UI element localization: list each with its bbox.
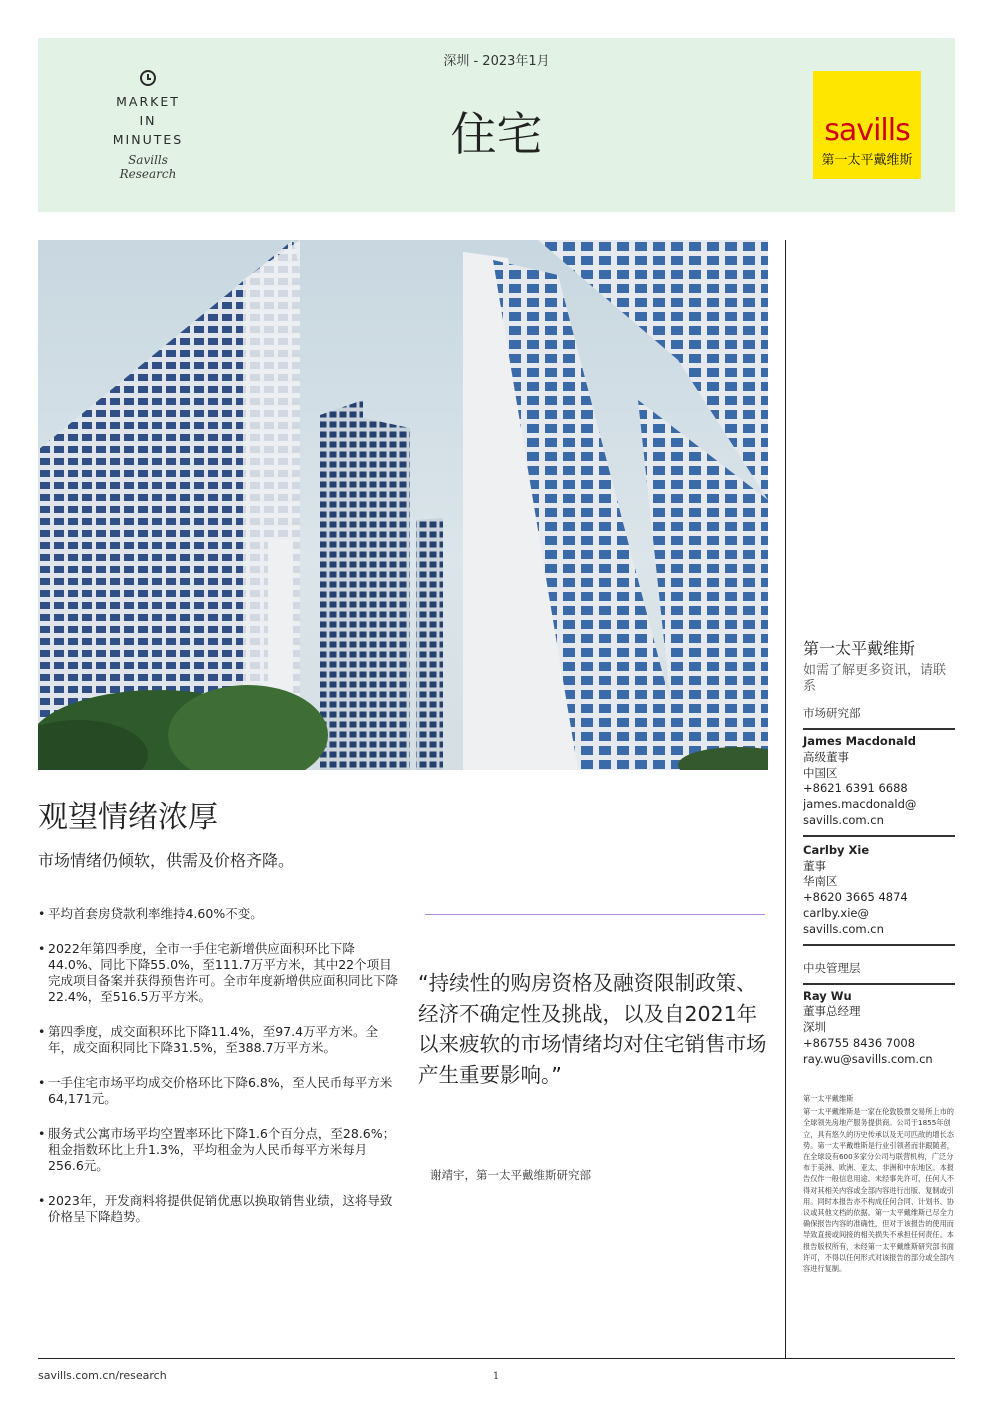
list-item: • 第四季度，成交面积环比下降11.4%，至97.4万平方米。全年，成交面积同比下降31.5%，至388.7万平方米。	[38, 1024, 398, 1056]
contact-email[interactable]: james.macdonald@	[803, 797, 917, 812]
contact-region: 中国区	[803, 765, 838, 780]
contact-email[interactable]: ray.wu@savills.com.cn	[803, 1051, 933, 1066]
savills-logo-chinese: 第一太平戴维斯	[821, 153, 913, 168]
savills-logo	[813, 71, 921, 179]
subheadline: 市场情绪仍倾软，供需及价格齐降。	[38, 851, 295, 870]
list-item: • 服务式公寓市场平均空置率环比下降1.6个百分点，至28.6%；租金指数环比上升1.3%，平均租金为人民币每平方米每月256.6元。	[38, 1126, 398, 1174]
contact-phone: +8621 6391 6688	[803, 781, 908, 796]
page-title: 住宅	[450, 107, 543, 161]
quote-attribution: 谢靖宇，第一太平戴维斯研究部	[430, 1168, 591, 1182]
contact-phone: +86755 8436 7008	[803, 1035, 916, 1050]
clock-icon	[140, 70, 156, 86]
contacts-intro: 如需了解更多资讯，请联系	[803, 663, 947, 694]
contact-region: 深圳	[803, 1020, 826, 1035]
disclaimer-body: 第一太平戴维斯是一家在伦敦股票交易所上市的全球领先房地产服务提供商。公司于1855年创立，具有悠久的历史传承以及无可匹敌的增长态势。第一太平戴维斯是行业引领者而非跟随者，在全球设有600多家分公司与联营机构，广泛分布于美洲、欧洲、亚太、非洲和中东地区。本报告仅作一般信息用途。未经事先许可，任何人不得对其相关内容或全部内容进行出版、复制或引用。同时本报告亦不构成任何合同、计划书、协议或其他文档的依据。第一太平戴维斯已尽全力确保报告内容的准确性，但对于该报告的使用而导致直接或间接的相关损失不承担任何责任。本报告版权所有，未经第一太平戴维斯研究部书面许可，不得以任何形式对该报告的部分或全部内容进行复制。	[803, 1107, 954, 1274]
contact-region: 华南区	[803, 874, 838, 889]
hero-image	[38, 240, 768, 770]
page-number: 1	[492, 1371, 500, 1382]
footer-divider	[38, 1358, 955, 1359]
contact-title: 董事总经理	[803, 1004, 861, 1019]
contact-title: 高级董事	[803, 749, 849, 764]
column-divider	[785, 240, 786, 1358]
contact-email-domain[interactable]: savills.com.cn	[803, 921, 884, 936]
logo-line-3: MINUTES	[112, 132, 184, 147]
quote-divider	[425, 914, 765, 915]
list-item: • 2023年，开发商料将提供促销优惠以换取销售业绩，这将导致价格呈下降趋势。	[38, 1193, 398, 1225]
dept-label: 中央管理层	[803, 960, 955, 985]
contact-name: James Macdonald	[803, 734, 916, 748]
key-points-list	[38, 906, 398, 1244]
dateline: 深圳 - 2023年1月	[443, 54, 550, 69]
list-item: • 2022年第四季度，全市一手住宅新增供应面积环比下降44.0%、同比下降55.0%，至111.7万平方米，其中22个项目完成项目备案并获得预售许可。全市年度新增供应面积同比下降22.4%，至516.5万平方米。	[38, 941, 398, 1005]
contact-card	[803, 843, 955, 946]
list-item: • 一手住宅市场平均成交价格环比下降6.8%，至人民币每平方米64,171元。	[38, 1075, 398, 1107]
pull-quote: “持续性的购房资格及融资限制政策、经济不确定性及挑战，以及自2021年以来疲软的市场情绪均对住宅销售市场产生重要影响。”	[418, 971, 767, 1087]
logo-subtitle: Savills Research	[119, 153, 177, 181]
logo-line-2: IN	[139, 113, 157, 128]
contact-name: Ray Wu	[803, 988, 852, 1003]
report-header	[38, 38, 955, 212]
contact-card	[803, 734, 955, 837]
contacts-panel	[803, 636, 955, 1080]
residential-towers-photo	[38, 240, 768, 770]
contact-email-domain[interactable]: savills.com.cn	[803, 812, 884, 827]
logo-line-1: MARKET	[116, 94, 180, 109]
footer-link[interactable]: savills.com.cn/research	[38, 1369, 167, 1382]
contact-phone: +8620 3665 4874	[803, 890, 908, 905]
contacts-org: 第一太平戴维斯	[803, 639, 916, 658]
dept-label: 市场研究部	[803, 705, 955, 730]
contact-name: Carlby Xie	[803, 842, 870, 857]
disclaimer	[803, 1093, 955, 1274]
headline: 观望情绪浓厚	[38, 800, 218, 835]
contact-card	[803, 989, 955, 1074]
contact-email[interactable]: carlby.xie@	[803, 905, 869, 920]
contact-title: 董事	[803, 858, 826, 873]
list-item: • 平均首套房贷款利率维持4.60%不变。	[38, 906, 398, 922]
disclaimer-title: 第一太平戴维斯	[803, 1094, 854, 1103]
savills-logo-word: savills	[824, 113, 910, 148]
